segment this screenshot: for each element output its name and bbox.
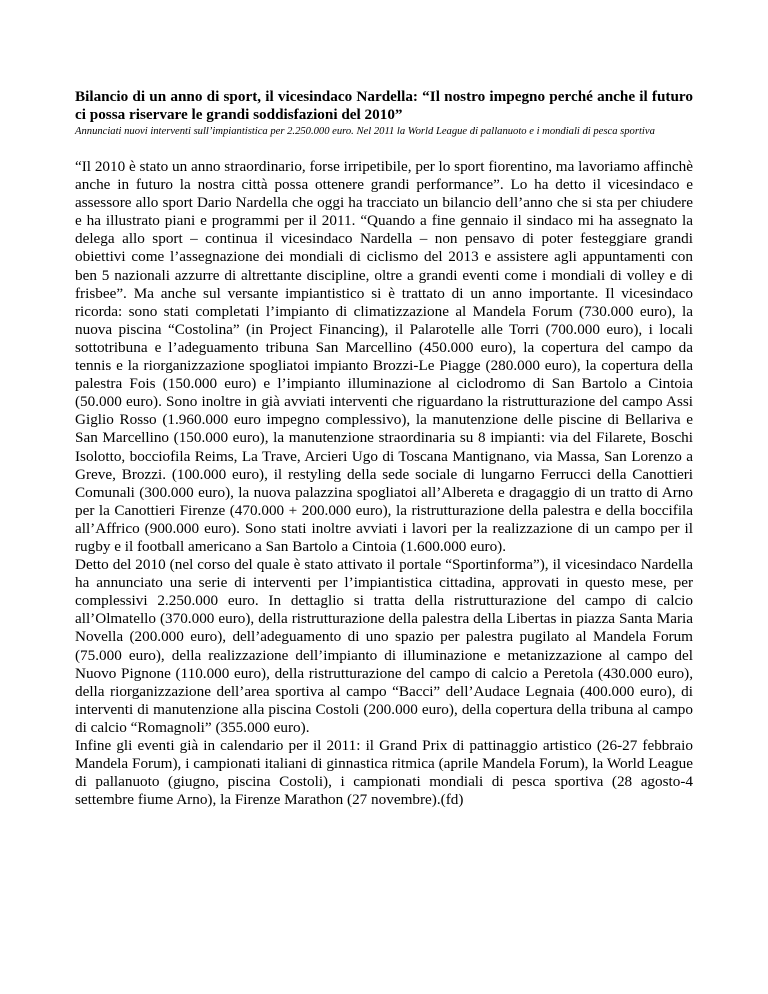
article-paragraph: Infine gli eventi già in calendario per il 2011: il Grand Prix di pattinaggio artistico (26-27 febbraio Mandela Forum), i campionati italiani di ginnastica ritmica (aprile Mandela Forum), la World League di pallanuoto (giugno, piscina Costoli), i campionati mondiali di pesca sportiva (28 agosto-4 settembre fiume Arno), la Firenze Marathon (27 novembre).(fd) [75, 737, 693, 809]
document-page [75, 88, 693, 809]
article-title: Bilancio di un anno di sport, il vicesindaco Nardella: “Il nostro impegno perché anche il futuro ci possa riservare le grandi soddisfazioni del 2010” [75, 88, 693, 123]
article-paragraph: “Il 2010 è stato un anno straordinario, forse irripetibile, per lo sport fiorentino, ma lavoriamo affinchè anche in futuro la nostra città possa ottenere grandi performance”. Lo ha detto il vicesindaco e assessore allo sport Dario Nardella che oggi ha tracciato un bilancio dell’anno che si sta per chiudere e ha illustrato piani e programmi per il 2011. “Quando a fine gennaio il sindaco mi ha assegnato la delega allo sport – continua il vicesindaco Nardella – non pensavo di poter festeggiare grandi obiettivi come l’assegnazione dei mondiali di ciclismo del 2013 e assistere agli appuntamenti con ben 5 nazionali azzurre di altrettante discipline, oltre a grandi eventi come i mondiali di volley e di frisbee”. Ma anche sul versante impiantistico si è trattato di un anno importante. Il vicesindaco ricorda: sono stati completati l’impianto di climatizzazione al Mandela Forum (730.000 euro), la nuova piscina “Costolina” (in Project Financing), il Palarotelle alle Torri (700.000 euro), i locali sottotribuna e l’adeguamento tribuna San Marcellino (450.000 euro), la copertura del campo da tennis e la riorganizzazione spogliatoi impianto Brozzi-Le Piagge (280.000 euro), la copertura della palestra Fois (150.000 euro) e l’impianto illuminazione al ciclodromo di San Bartolo a Cintoia (50.000 euro). Sono inoltre in già avviati interventi che riguardano la ristrutturazione del campo Assi Giglio Rosso (1.960.000 euro impegno complessivo), la manutenzione delle piscine di Bellariva e San Marcellino (150.000 euro), la manutenzione straordinaria su 8 impianti: via del Filarete, Boschi Isolotto, bocciofila Reims, La Trave, Arcieri Ugo di Toscana Mantignano, via Massa, San Lorenzo a Greve, Brozzi. (100.000 euro), il restyling della sede sociale di lungarno Ferrucci della Canottieri Comunali (300.000 euro), la nuova palazzina spogliatoi all’Albereta e dragaggio di un tratto di Arno per la Canottieri Firenze (470.000 + 200.000 euro), la ristrutturazione della palestra e della boccifila all’Affrico (900.000 euro). Sono stati inoltre avviati i lavori per la realizzazione di un campo per il rugby e il football americano a San Bartolo a Cintoia (1.600.000 euro). [75, 158, 694, 555]
article-subtitle: Annunciati nuovi interventi sull’impiantistica per 2.250.000 euro. Nel 2011 la World League di pallanuoto e i mondiali di pesca sportiva [75, 126, 655, 137]
article-body [75, 158, 693, 809]
article-paragraph: Detto del 2010 (nel corso del quale è stato attivato il portale “Sportinforma”), il vicesindaco Nardella ha annunciato una serie di interventi per l’impiantistica cittadina, approvati in questo mese, per complessivi 2.250.000 euro. In dettaglio si tratta della ristrutturazione del campo di calcio all’Olmatello (370.000 euro), della ristrutturazione della palestra della Libertas in piazza Santa Maria Novella (200.000 euro), dell’adeguamento di uno spazio per palestra pugilato al Mandela Forum (75.000 euro), della realizzazione dell’impianto di illuminazione e metanizzazione al campo del Nuovo Pignone (110.000 euro), della ristrutturazione del campo di calcio a Peretola (430.000 euro), della riorganizzazione dell’area sportiva al campo “Bacci” dell’Audace Legnaia (400.000 euro), di interventi di manutenzione alla piscina Costoli (200.000 euro), della copertura della tribuna al campo di calcio “Romagnoli” (355.000 euro). [75, 556, 693, 736]
